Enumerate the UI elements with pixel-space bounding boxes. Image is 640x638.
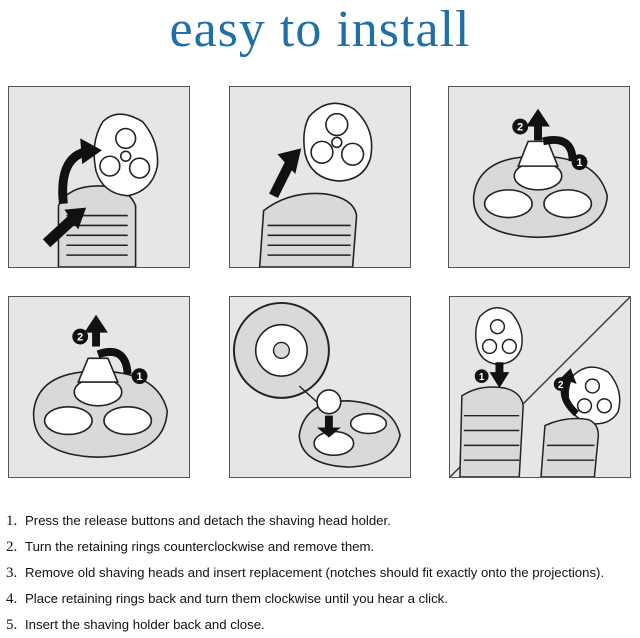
step-label-1: 1 [576, 157, 583, 170]
illustration-step-6 [449, 296, 631, 478]
illustration-step-1 [8, 86, 190, 268]
step-text: Insert the shaving holder back and close. [25, 617, 265, 632]
step-number: 1. [6, 513, 18, 529]
illustration-step-4 [8, 296, 190, 478]
step-label-2: 2 [77, 331, 84, 344]
step-text: Turn the retaining rings counterclockwise and remove them. [25, 539, 375, 554]
list-item [6, 534, 640, 560]
step-label-1: 1 [136, 371, 143, 384]
list-item [6, 612, 640, 638]
step-label-2: 2 [558, 379, 564, 391]
step-text: Press the release buttons and detach the shaving head holder. [25, 513, 391, 528]
step-number: 4. [6, 591, 18, 607]
step-label-1: 1 [478, 372, 485, 384]
list-item [6, 560, 640, 586]
instruction-list [6, 508, 640, 638]
list-item [6, 508, 640, 534]
list-item [6, 586, 640, 612]
illustration-step-3 [448, 86, 630, 268]
illustration-step-5 [229, 296, 411, 478]
step-number: 2. [6, 539, 18, 555]
step-text: Place retaining rings back and turn them clockwise until you hear a click. [25, 591, 448, 606]
step-text: Remove old shaving heads and insert replacement (notches should fit exactly onto the projections). [25, 565, 605, 580]
illustration-step-2 [229, 86, 411, 268]
step-number: 5. [6, 617, 18, 633]
step-label-2: 2 [517, 121, 524, 134]
page-title: easy to install [169, 1, 471, 58]
step-number: 3. [6, 565, 18, 581]
